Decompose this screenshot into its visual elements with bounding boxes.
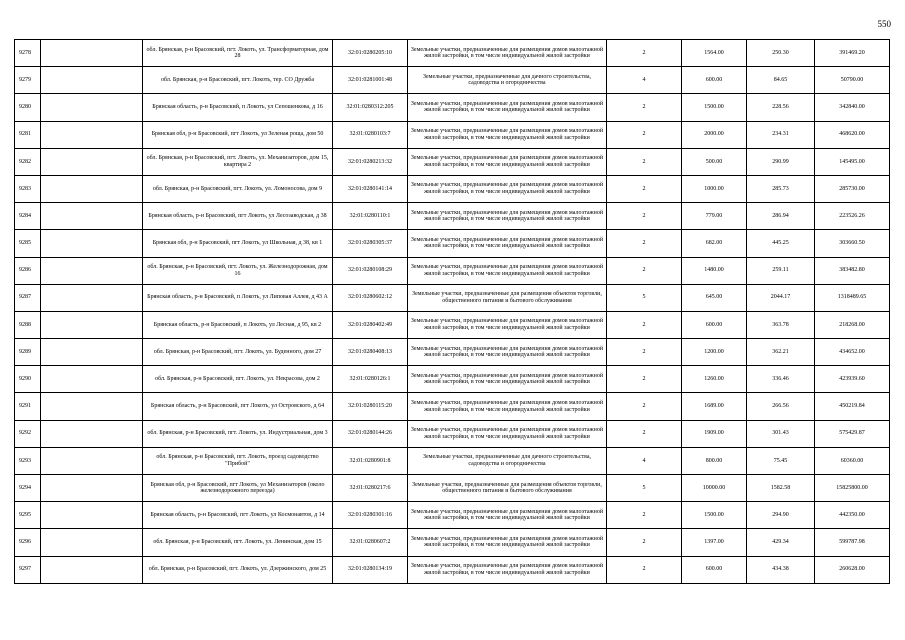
row-number: 9282 [15,148,41,175]
category-cell: 2 [607,40,682,67]
land-use-cell: Земельные участки, предназначенные для размещения домов малоэтажной жилой застройки, в том числе индивидуальной жилой застройки [408,230,607,257]
specific-value-cell: 336.46 [747,366,815,393]
address-cell: обл. Брянская, р-н Брасовский, пгт. Локоть, тер. СО Дружба [143,67,333,94]
cadastral-value-cell: 60360.00 [815,447,890,474]
specific-value-cell: 363.78 [747,311,815,338]
cadastral-number-cell: 32:01:0280305:37 [333,230,408,257]
land-use-cell: Земельные участки, предназначенные для размещения домов малоэтажной жилой застройки, в том числе индивидуальной жилой застройки [408,121,607,148]
land-use-cell: Земельные участки, предназначенные для размещения домов малоэтажной жилой застройки, в том числе индивидуальной жилой застройки [408,94,607,121]
address-cell: обл. Брянская, р-н Брасовский, пгт. Локоть, ул. Дзержинского, дом 25 [143,556,333,583]
specific-value-cell: 1582.58 [747,475,815,502]
table-row [15,257,890,284]
cadastral-value-cell: 285730.00 [815,175,890,202]
cadastral-number-cell: 32:01:0280607:2 [333,529,408,556]
address-cell: Брянская область, р-н Брасовский, п Локоть, ул Липовая Аллея, д 43 А [143,284,333,311]
specific-value-cell: 429.34 [747,529,815,556]
category-cell: 2 [607,121,682,148]
specific-value-cell: 250.30 [747,40,815,67]
specific-value-cell: 290.99 [747,148,815,175]
category-cell: 2 [607,366,682,393]
address-cell: обл. Брянская, р-н Брасовский, пгт. Локоть, ул. Ломоносова, дом 9 [143,175,333,202]
empty-cell [41,67,143,94]
address-cell: Брянская область, р-н Брасовский, п Локоть, ул Сепошенкова, д 16 [143,94,333,121]
empty-cell [41,257,143,284]
specific-value-cell: 286.94 [747,203,815,230]
empty-cell [41,121,143,148]
cadastral-value-cell: 442350.00 [815,502,890,529]
land-use-cell: Земельные участки, предназначенные для размещения домов малоэтажной жилой застройки, в том числе индивидуальной жилой застройки [408,203,607,230]
cadastral-number-cell: 32:01:0280312:205 [333,94,408,121]
category-cell: 2 [607,257,682,284]
specific-value-cell: 266.56 [747,393,815,420]
category-cell: 2 [607,175,682,202]
area-cell: 1500.00 [682,502,747,529]
table-row [15,230,890,257]
land-use-cell: Земельные участки, предназначенные для размещения домов малоэтажной жилой застройки, в том числе индивидуальной жилой застройки [408,40,607,67]
specific-value-cell: 84.65 [747,67,815,94]
land-use-cell: Земельные участки, предназначенные для размещения домов малоэтажной жилой застройки, в том числе индивидуальной жилой застройки [408,393,607,420]
area-cell: 1689.00 [682,393,747,420]
empty-cell [41,447,143,474]
address-cell: Брянская обл, р-н Брасовский, пгт Локоть, ул Механизаторов (около железнодорожного переезда) [143,475,333,502]
table-row [15,393,890,420]
land-use-cell: Земельные участки, предназначенные для размещения домов малоэтажной жилой застройки, в том числе индивидуальной жилой застройки [408,420,607,447]
address-cell: обл. Брянская, р-н Брасовский, пгт. Локоть, ул. Железнодорожная, дом 16 [143,257,333,284]
area-cell: 682.00 [682,230,747,257]
table-row [15,175,890,202]
address-cell: обл. Брянская, р-н Брасовский, пгт. Локоть, ул. Трансформаторная, дом 28 [143,40,333,67]
table-row [15,311,890,338]
row-number: 9290 [15,366,41,393]
cadastral-value-cell: 391469.20 [815,40,890,67]
cadastral-number-cell: 32:01:0280205:10 [333,40,408,67]
row-number: 9286 [15,257,41,284]
area-cell: 1397.00 [682,529,747,556]
cadastral-number-cell: 32:01:0280402:49 [333,311,408,338]
area-cell: 600.00 [682,556,747,583]
registry-body [15,40,890,584]
empty-cell [41,148,143,175]
specific-value-cell: 285.73 [747,175,815,202]
row-number: 9284 [15,203,41,230]
category-cell: 4 [607,67,682,94]
cadastral-number-cell: 32:01:0280126:1 [333,366,408,393]
empty-cell [41,366,143,393]
land-use-cell: Земельные участки, предназначенные для размещения домов малоэтажной жилой застройки, в том числе индивидуальной жилой застройки [408,529,607,556]
cadastral-value-cell: 423939.60 [815,366,890,393]
specific-value-cell: 445.25 [747,230,815,257]
address-cell: Брянская область, р-н Брасовский, пгт Локоть, ул Лесозаводская, д 38 [143,203,333,230]
category-cell: 2 [607,203,682,230]
land-use-cell: Земельные участки, предназначенные для размещения домов малоэтажной жилой застройки, в том числе индивидуальной жилой застройки [408,339,607,366]
cadastral-number-cell: 32:01:0280108:29 [333,257,408,284]
category-cell: 2 [607,148,682,175]
specific-value-cell: 362.21 [747,339,815,366]
category-cell: 2 [607,502,682,529]
area-cell: 600.00 [682,311,747,338]
row-number: 9283 [15,175,41,202]
table-row [15,148,890,175]
cadastral-number-cell: 32:01:0280213:32 [333,148,408,175]
area-cell: 500.00 [682,148,747,175]
cadastral-number-cell: 32:01:0280110:1 [333,203,408,230]
specific-value-cell: 2044.17 [747,284,815,311]
category-cell: 2 [607,94,682,121]
category-cell: 2 [607,556,682,583]
row-number: 9289 [15,339,41,366]
address-cell: Брянская область, р-н Брасовский, пгт Локоть, ул Островского, д 64 [143,393,333,420]
table-row [15,40,890,67]
cadastral-number-cell: 32:01:0281001:48 [333,67,408,94]
row-number: 9291 [15,393,41,420]
land-registry-table [14,39,890,584]
area-cell: 1564.00 [682,40,747,67]
row-number: 9280 [15,94,41,121]
address-cell: обл. Брянская, р-н Брасовский, пгт. Локоть, ул. Буденного, дом 27 [143,339,333,366]
table-row [15,529,890,556]
specific-value-cell: 259.11 [747,257,815,284]
land-use-cell: Земельные участки, предназначенные для размещения домов малоэтажной жилой застройки, в том числе индивидуальной жилой застройки [408,311,607,338]
area-cell: 1200.00 [682,339,747,366]
land-use-cell: Земельные участки, предназначенные для размещения объектов торговли, общественного питания и бытового обслуживания [408,284,607,311]
cadastral-value-cell: 260628.00 [815,556,890,583]
category-cell: 2 [607,230,682,257]
land-use-cell: Земельные участки, предназначенные для размещения домов малоэтажной жилой застройки, в том числе индивидуальной жилой застройки [408,175,607,202]
row-number: 9292 [15,420,41,447]
category-cell: 5 [607,475,682,502]
area-cell: 600.00 [682,67,747,94]
empty-cell [41,502,143,529]
land-use-cell: Земельные участки, предназначенные для размещения домов малоэтажной жилой застройки, в том числе индивидуальной жилой застройки [408,257,607,284]
area-cell: 1480.00 [682,257,747,284]
land-use-cell: Земельные участки, предназначенные для дачного строительства, садоводства и огородничества [408,447,607,474]
address-cell: Брянская обл, р-н Брасовский, пгт Локоть, ул Школьная, д 38, кв 1 [143,230,333,257]
cadastral-value-cell: 50790.00 [815,67,890,94]
cadastral-number-cell: 32:01:0280408:13 [333,339,408,366]
page-number: 550 [877,19,891,29]
area-cell: 800.00 [682,447,747,474]
cadastral-number-cell: 32:01:0280134:19 [333,556,408,583]
land-use-cell: Земельные участки, предназначенные для дачного строительства, садоводства и огородничества [408,67,607,94]
area-cell: 10000.00 [682,475,747,502]
category-cell: 2 [607,339,682,366]
row-number: 9278 [15,40,41,67]
cadastral-number-cell: 32:01:0280103:7 [333,121,408,148]
table-row [15,121,890,148]
address-cell: Брянская область, р-н Брасовский, пгт Локоть, ул Космонавтов, д 14 [143,502,333,529]
specific-value-cell: 228.56 [747,94,815,121]
cadastral-value-cell: 1318489.65 [815,284,890,311]
cadastral-value-cell: 145495.00 [815,148,890,175]
specific-value-cell: 75.45 [747,447,815,474]
empty-cell [41,40,143,67]
address-cell: обл. Брянская, р-н Брасовский, пгт. Локоть, ул. Механизаторов, дом 15, квартира 2 [143,148,333,175]
category-cell: 2 [607,393,682,420]
specific-value-cell: 234.31 [747,121,815,148]
table-row [15,420,890,447]
empty-cell [41,230,143,257]
specific-value-cell: 301.43 [747,420,815,447]
cadastral-number-cell: 32:01:0280144:26 [333,420,408,447]
land-use-cell: Земельные участки, предназначенные для размещения объектов торговли, общественного питания и бытового обслуживания [408,475,607,502]
cadastral-number-cell: 32:01:0280602:12 [333,284,408,311]
address-cell: обл. Брянская, р-н Брасовский, пгт. Локоть, ул. Некрасова, дом 2 [143,366,333,393]
area-cell: 779.00 [682,203,747,230]
address-cell: обл. Брянская, р-н Брасовский, пгт. Локоть, ул. Индустриальная, дом 3 [143,420,333,447]
table-row [15,67,890,94]
empty-cell [41,284,143,311]
empty-cell [41,529,143,556]
empty-cell [41,475,143,502]
cadastral-value-cell: 468620.00 [815,121,890,148]
category-cell: 2 [607,529,682,556]
area-cell: 1000.00 [682,175,747,202]
cadastral-value-cell: 575429.87 [815,420,890,447]
area-cell: 1909.00 [682,420,747,447]
row-number: 9287 [15,284,41,311]
cadastral-value-cell: 450219.84 [815,393,890,420]
table-row [15,339,890,366]
empty-cell [41,339,143,366]
cadastral-value-cell: 15825800.00 [815,475,890,502]
row-number: 9288 [15,311,41,338]
table-row [15,284,890,311]
category-cell: 2 [607,311,682,338]
table-row [15,556,890,583]
land-use-cell: Земельные участки, предназначенные для размещения домов малоэтажной жилой застройки, в том числе индивидуальной жилой застройки [408,148,607,175]
cadastral-value-cell: 434652.00 [815,339,890,366]
area-cell: 1260.00 [682,366,747,393]
cadastral-value-cell: 599787.98 [815,529,890,556]
empty-cell [41,556,143,583]
cadastral-value-cell: 383482.80 [815,257,890,284]
area-cell: 2000.00 [682,121,747,148]
empty-cell [41,175,143,202]
empty-cell [41,203,143,230]
category-cell: 4 [607,447,682,474]
address-cell: Брянская обл, р-н Брасовский, пгт Локоть, ул Зеленая роща, дом 50 [143,121,333,148]
empty-cell [41,393,143,420]
row-number: 9281 [15,121,41,148]
row-number: 9279 [15,67,41,94]
row-number: 9297 [15,556,41,583]
table-row [15,94,890,121]
table-row [15,447,890,474]
specific-value-cell: 294.90 [747,502,815,529]
table-row [15,502,890,529]
empty-cell [41,420,143,447]
row-number: 9295 [15,502,41,529]
table-row [15,475,890,502]
address-cell: обл. Брянская, р-н Брасовский, пгт. Локоть, ул. Ленинская, дом 15 [143,529,333,556]
empty-cell [41,311,143,338]
land-use-cell: Земельные участки, предназначенные для размещения домов малоэтажной жилой застройки, в том числе индивидуальной жилой застройки [408,366,607,393]
row-number: 9285 [15,230,41,257]
cadastral-value-cell: 303660.50 [815,230,890,257]
cadastral-value-cell: 223526.26 [815,203,890,230]
cadastral-value-cell: 342840.00 [815,94,890,121]
address-cell: обл. Брянская, р-н Брасовский, пгт. Локоть, проезд садоводство "Прибой" [143,447,333,474]
land-use-cell: Земельные участки, предназначенные для размещения домов малоэтажной жилой застройки, в том числе индивидуальной жилой застройки [408,556,607,583]
land-use-cell: Земельные участки, предназначенные для размещения домов малоэтажной жилой застройки, в том числе индивидуальной жилой застройки [408,502,607,529]
cadastral-number-cell: 32:01:0280901:8 [333,447,408,474]
table-row [15,366,890,393]
area-cell: 645.00 [682,284,747,311]
cadastral-number-cell: 32:01:0280141:14 [333,175,408,202]
address-cell: Брянская область, р-н Брасовский, п Локоть, ул Лесная, д 95, кв 2 [143,311,333,338]
row-number: 9296 [15,529,41,556]
row-number: 9294 [15,475,41,502]
cadastral-number-cell: 32:01:0280301:16 [333,502,408,529]
category-cell: 2 [607,420,682,447]
empty-cell [41,94,143,121]
cadastral-number-cell: 32:01:0280115:20 [333,393,408,420]
row-number: 9293 [15,447,41,474]
specific-value-cell: 434.38 [747,556,815,583]
category-cell: 5 [607,284,682,311]
cadastral-value-cell: 218268.00 [815,311,890,338]
area-cell: 1500.00 [682,94,747,121]
table-row [15,203,890,230]
cadastral-number-cell: 32:01:0280217:6 [333,475,408,502]
